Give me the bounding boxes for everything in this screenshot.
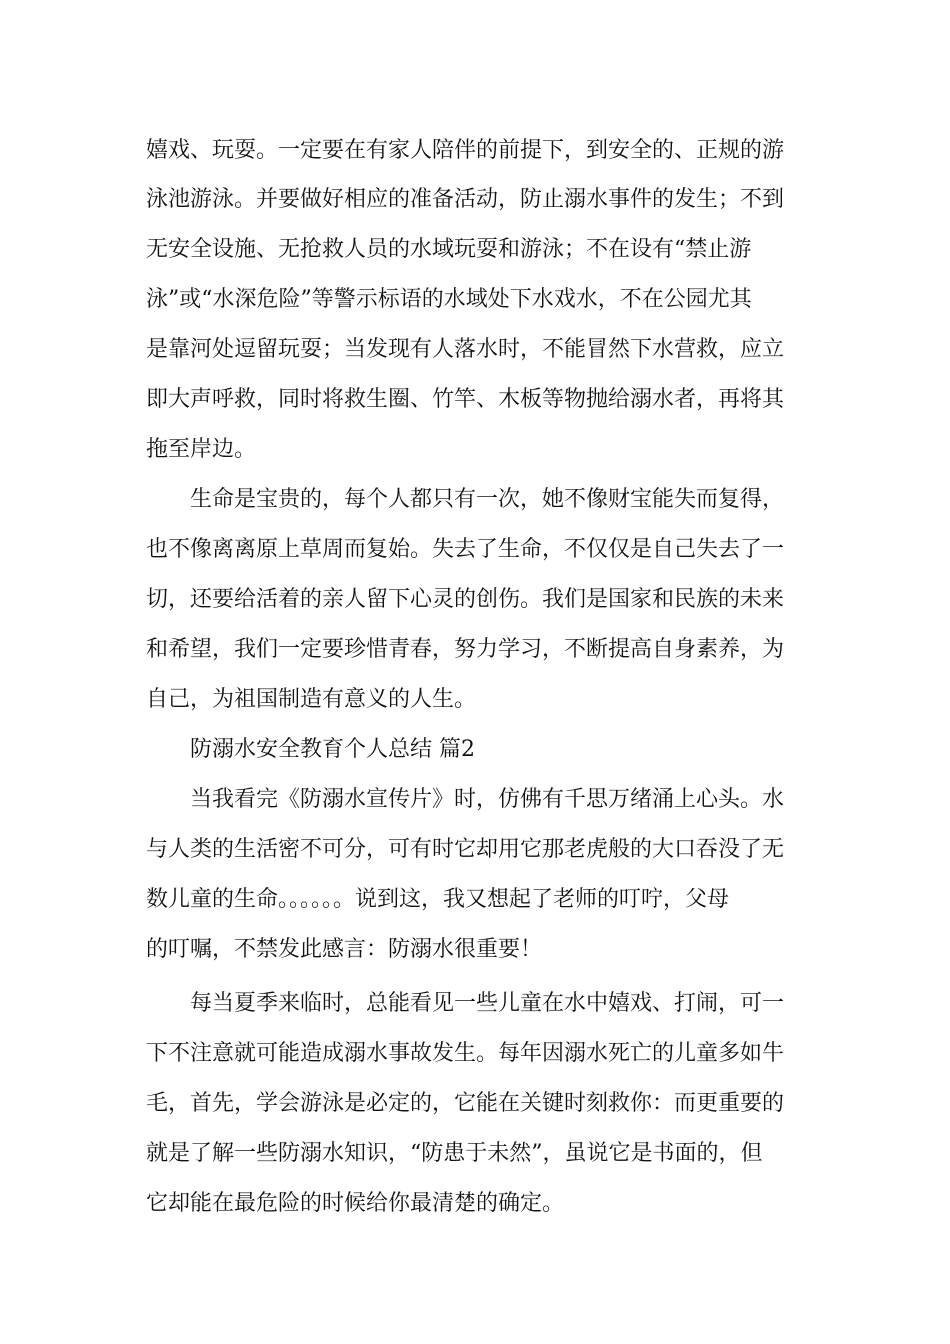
- paragraph-first-line: 每当夏季来临时，总能看见一些儿童在水中嬉戏、打闹，可一: [190, 991, 785, 1016]
- text-line: 与人类的生活密不可分，可有时它却用它那老虎般的大口吞没了无: [146, 837, 785, 862]
- text-line: 下不注意就可能造成溺水事故发生。每年因溺水死亡的儿童多如牛: [146, 1041, 785, 1066]
- text-line: 嬉戏、玩耍。一定要在有家人陪伴的前提下，到安全的、正规的游: [146, 138, 785, 163]
- text-line: 毛，首先，学会游泳是必定的，它能在关键时刻救你：而更重要的: [146, 1091, 785, 1116]
- text-line: 即大声呼救，同时将救生圈、竹竿、木板等物抛给溺水者，再将其: [146, 387, 785, 412]
- text-line: 切，还要给活着的亲人留下心灵的创伤。我们是国家和民族的未来: [146, 587, 785, 612]
- text-line: 的叮嘱，不禁发此感言：防溺水很重要！: [146, 937, 543, 962]
- text-line: 数儿童的生命。。。。。。说到这，我又想起了老师的叮咛，父母: [146, 887, 730, 912]
- text-line: 拖至岸边。: [146, 437, 257, 462]
- paragraph-first-line: 生命是宝贵的，每个人都只有一次，她不像财宝能失而复得，: [190, 487, 785, 512]
- text-line: 就是了解一些防溺水知识，“防患于未然”，虽说它是书面的，但: [146, 1141, 763, 1166]
- text-line: 泳池游泳。并要做好相应的准备活动，防止溺水事件的发生；不到: [146, 187, 785, 212]
- text-line: 自己，为祖国制造有意义的人生。: [146, 687, 477, 712]
- paragraph-first-line: 当我看完《防溺水宣传片》时，仿佛有千思万绪涌上心头。水: [190, 787, 785, 812]
- text-line: 和希望，我们一定要珍惜青春，努力学习，不断提高自身素养，为: [146, 637, 785, 662]
- text-line: 是靠河处逗留玩耍；当发现有人落水时，不能冒然下水营救，应立: [146, 337, 785, 362]
- text-line: 泳”或“水深危险”等警示标语的水域处下水戏水，不在公园尤其: [146, 287, 752, 312]
- section-heading: 防溺水安全教育个人总结 篇2: [190, 737, 475, 762]
- text-line: 无安全设施、无抢救人员的水域玩耍和游泳；不在设有“禁止游: [146, 237, 752, 262]
- text-line: 它却能在最危险的时候给你最清楚的确定。: [146, 1191, 565, 1216]
- text-line: 也不像离离原上草周而复始。失去了生命，不仅仅是自己失去了一: [146, 537, 785, 562]
